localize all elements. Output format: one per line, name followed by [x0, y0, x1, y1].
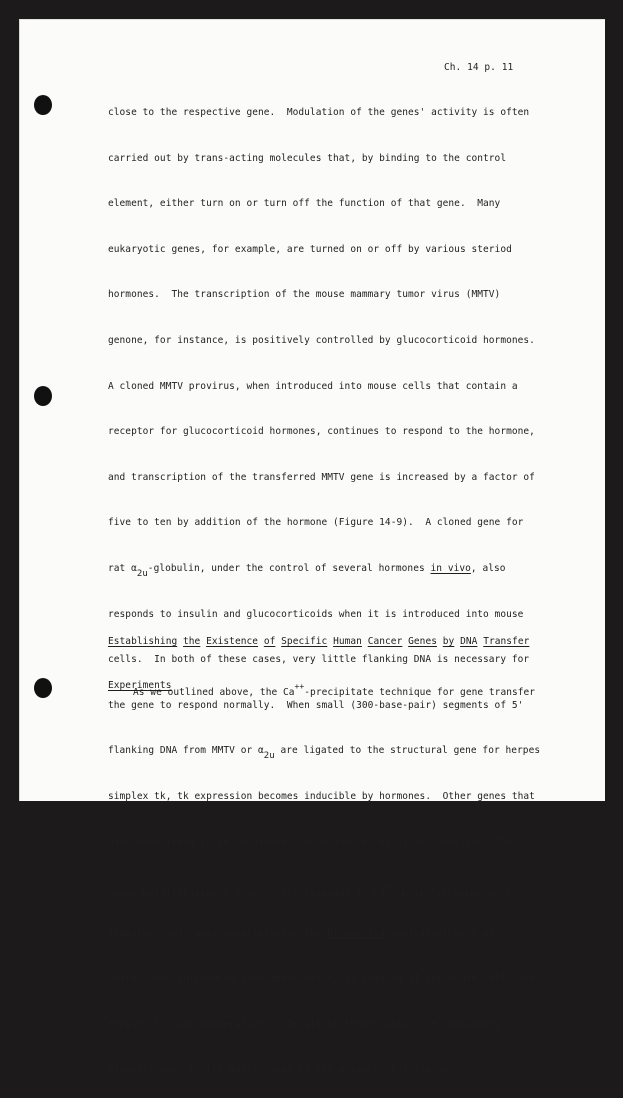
- text-line: [108, 927, 540, 951]
- text-line: cells. In both of these cases, very little flanking DNA is necessary for: [108, 654, 530, 666]
- text-line: [108, 562, 540, 586]
- text-segment: ions following gene: [394, 888, 511, 900]
- heading-word: Specific: [281, 636, 328, 647]
- heading-line: [108, 635, 529, 657]
- text-line: five to ten by addition of the hormone (Figure 14-9). A cloned gene for: [108, 517, 524, 529]
- heading-word: Transfer: [483, 636, 530, 647]
- paragraph-start: [133, 682, 535, 698]
- text-segment: flanking DNA from MMTV or α: [108, 745, 264, 757]
- text-line: simplex tk, tk expression becomes inducible by hormones. Other genes that: [108, 790, 535, 802]
- text-line: close to the respective gene. Modulation of the genes' activity is often: [108, 107, 530, 118]
- heading-word: Establishing: [108, 636, 178, 647]
- text-segment: -globulin, under the control of several hormones: [147, 562, 431, 574]
- heading-word: Human: [333, 636, 362, 647]
- page-header: Ch. 14 p. 11: [444, 62, 514, 73]
- text-line: A cloned MMTV provirus, when introduced into mouse cells that contain a: [108, 380, 518, 392]
- text-line: exposed to high temperatures. In all of these cases, the regulatory: [108, 1018, 501, 1030]
- text-line: element, either turn on or turn off the function of that gene. Many: [108, 198, 501, 210]
- text-line: which, when introduced into mouse cells, is induced if the mouse cells are: [108, 973, 535, 985]
- heading-word: the: [183, 636, 201, 647]
- text-line: the gene to respond normally. When small (300-base-pair) segments of 5': [108, 699, 524, 711]
- punch-hole-middle: [34, 386, 52, 406]
- text-segment: As we outlined above, the Ca: [133, 687, 295, 698]
- underlined-term: Drosophila: [327, 927, 385, 939]
- text-line: genone, for instance, is positively controlled by glucocorticoid hormones.: [108, 334, 535, 346]
- text-segment: mouse metallothionine gene, which responds to Cd: [108, 888, 385, 900]
- text-line: eukaryotic genes, for example, are turned on or off by various steriod: [108, 243, 512, 255]
- text-segment: heat-shock gene p70,: [384, 927, 507, 939]
- subscript: 2u: [136, 568, 148, 579]
- text-line: carried out by trans-acting molecules that, by binding to the control: [108, 152, 507, 164]
- superscript: ++: [294, 682, 305, 691]
- text-line: have been found to be regulated can be induced by viral infection; the: [108, 836, 512, 848]
- text-line: receptor for glucocorticoid hormones, continues to respond to the hormone,: [108, 426, 535, 438]
- heading-word: Existence: [206, 636, 259, 647]
- text-line: elements seem to lie quite close to (or possibly in) the gene.: [108, 1064, 466, 1076]
- text-line: [108, 744, 540, 768]
- text-segment: rat α: [108, 562, 137, 574]
- text-line: hormones. The transcription of the mouse mammary tumor virus (MMTV): [108, 289, 501, 301]
- heading-word: DNA: [460, 636, 478, 647]
- punch-hole-top: [34, 95, 52, 115]
- superscript: ++: [384, 883, 395, 893]
- punch-hole-bottom: [34, 678, 52, 698]
- heading-word: by: [442, 636, 455, 647]
- text-segment: transfer; and, most surprisingly, the: [108, 927, 328, 939]
- heading-word: of: [263, 636, 276, 647]
- text-line: [108, 881, 540, 905]
- text-segment: -precipitate technique for gene transfer: [304, 687, 536, 698]
- text-segment: , also: [470, 562, 506, 574]
- text-segment: are ligated to the structural gene for herpes: [274, 745, 541, 757]
- underlined-term: in vivo: [430, 562, 471, 574]
- heading-word: Cancer: [367, 636, 403, 647]
- text-line: and transcription of the transferred MMTV gene is increased by a factor of: [108, 471, 535, 483]
- heading-word: Experiments: [108, 680, 172, 691]
- heading-word: Genes: [408, 636, 437, 647]
- subscript: 2u: [263, 751, 275, 762]
- text-line: responds to insulin and glucocorticoids when it is introduced into mouse: [108, 608, 524, 620]
- body-paragraph: [108, 84, 540, 1098]
